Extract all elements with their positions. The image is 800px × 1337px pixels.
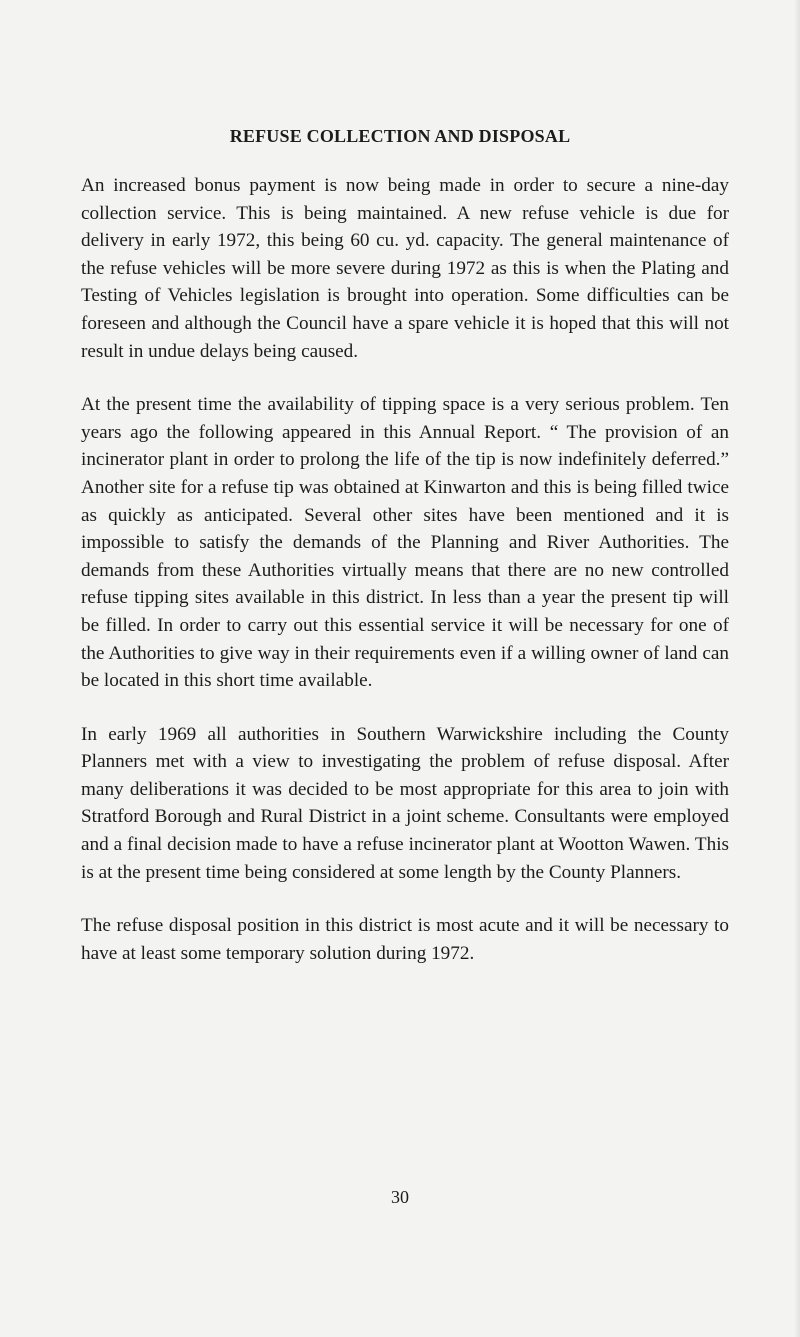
paragraph-incinerator-scheme: In early 1969 all authorities in Southern Warwickshire including the County Planners met with a view to investigating the problem of refuse disposal. After many deliberations it was decided to be most appropriate for this area to join with Stratford Borough and Rural District in a joint scheme. Consultants were employed and a final decision made to have a refuse incinerator plant at Wootton Wawen. This is at the present time being considered at some length by the County Planners. — [81, 723, 729, 883]
page-edge-shadow — [794, 0, 800, 1337]
page-title: REFUSE COLLECTION AND DISPOSAL — [229, 126, 571, 146]
body-text — [81, 172, 729, 993]
paragraph-disposal-position: The refuse disposal position in this district is most acute and it will be necessary to have at least some temporary solution during 1972. — [81, 915, 729, 964]
paragraph-tipping-space: At the present time the availability of tipping space is a very serious problem. Ten years ago the following appeared in this Annual Report. “ The provision of an incinerator plant in order to prolong the life of the tip is now indefinitely deferred.” Another site for a refuse tip was obtained at Kinwarton and this is being filled twice as quickly as anticipated. Several other sites have been mentioned and it is impossible to satisfy the demands of the Planning and River Authorities. The demands from these Authorities virtually means that there are no new controlled refuse tipping sites available in this district. In less than a year the present tip will be filled. In order to carry out this essential service it will be necessary for one of the Authorities to give way in their requirements even if a willing owner of land can be located in this short time available. — [81, 394, 729, 692]
paragraph-refuse-collection: An increased bonus payment is now being made in order to secure a nine-day collection service. This is being maintained. A new refuse vehicle is due for delivery in early 1972, this being 60 cu. yd. capacity. The general maintenance of the refuse vehicles will be more severe during 1972 as this is when the Plating and Testing of Vehicles legislation is brought into operation. Some difficulties can be foreseen and although the Council have a spare vehicle it is hoped that this will not result in undue delays being caused. — [81, 175, 729, 362]
page-number: 30 — [391, 1187, 409, 1207]
